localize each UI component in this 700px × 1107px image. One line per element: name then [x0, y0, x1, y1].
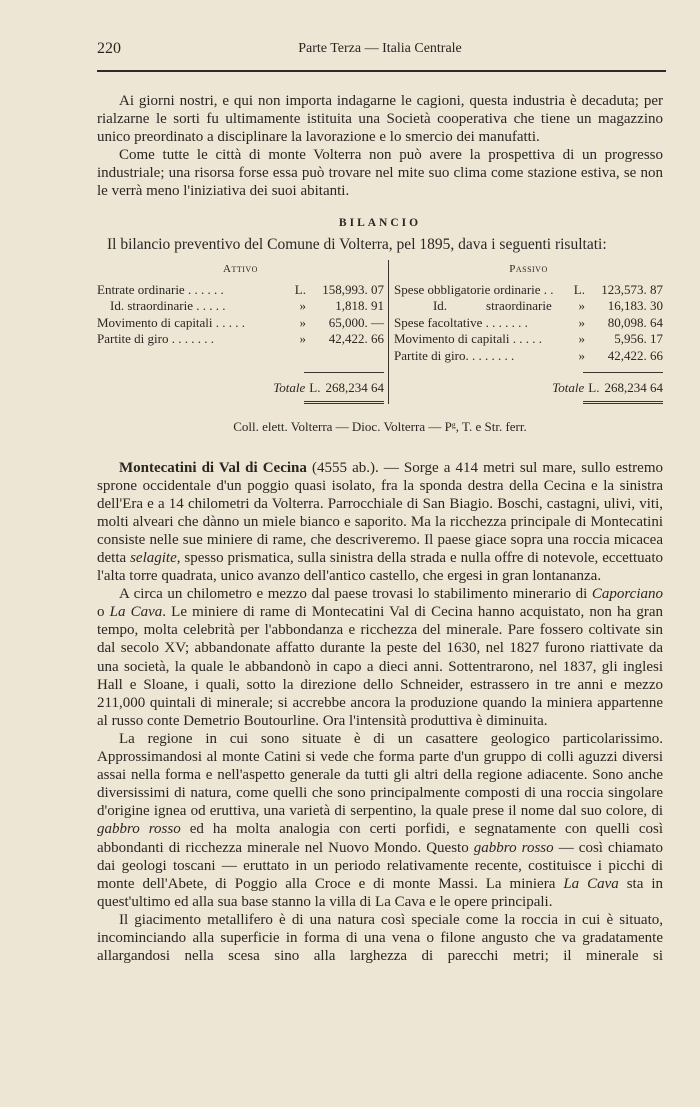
paragraph: Come tutte le città di monte Volterra non può avere la prospettiva di un progresso industriale; una risorsa forse essa può trovare nel mite suo clima come stazione estiva, se non le verrà meno l'iniziativa dei suoi abitanti. — [97, 147, 663, 200]
table-row — [394, 315, 663, 332]
table-row — [394, 348, 663, 365]
text: A circa un chilometro e mezzo dal paese trovasi lo stabilimento minerario di — [119, 586, 592, 603]
text: — così chiamato dai geologi toscani — eruttato in un periodo relativamente recente, costituisce i picchi di monte dell'Abete, di Poggio alla Croce e di monte Massi. La miniera — [97, 839, 664, 892]
row-currency: » — [578, 314, 585, 330]
total-rule — [304, 372, 384, 373]
row-label: Partite di giro. . . . . . . . — [393, 347, 515, 363]
total-currency: L. — [309, 380, 321, 396]
entry-title: Montecatini di Val di Cecina — [119, 459, 307, 476]
page-body — [97, 92, 663, 965]
italic-term: selagite — [130, 550, 177, 566]
empty-row — [97, 348, 384, 365]
table-row — [394, 331, 663, 348]
italic-term: La Cava — [109, 604, 163, 621]
paragraph — [97, 585, 663, 730]
bilancio-intro: Il bilancio preventivo del Comune di Volterra, pel 1895, dava i seguenti risultati: — [107, 235, 607, 253]
attivo-total — [97, 379, 384, 397]
row-amount: 42,422. 66 — [607, 347, 663, 363]
text: ed ha molta analogia con certi porfidi, e segnatamente con quelli così abbondanti di ricchezza minerale nel Nuovo Mondo. Questo — [97, 821, 663, 856]
row-amount: 65,000. — — [328, 314, 384, 330]
paragraph: Ai giorni nostri, e qui non importa indagarne le cagioni, questa industria è decaduta; per rialzarne le sorti fu ultimamente istituita una Società cooperativa che tiene un magazzino unico preordinato a disciplinare la lavorazione e lo smercio dei manufatti. — [97, 93, 663, 146]
table-row — [97, 315, 384, 332]
row-amount: 80,098. 64 — [607, 314, 663, 330]
total-rule — [583, 372, 663, 373]
paragraph — [97, 730, 663, 911]
running-title: Parte Terza — Italia Centrale — [298, 41, 462, 56]
passivo-column — [389, 260, 663, 405]
italic-term: La Cava — [563, 875, 619, 892]
row-currency: » — [578, 347, 585, 363]
balance-table — [97, 260, 663, 405]
table-row — [97, 298, 384, 315]
row-amount: 1,818. 91 — [335, 298, 384, 314]
header-rule — [97, 70, 666, 72]
text: o — [97, 604, 110, 621]
passivo-heading: Passivo — [509, 262, 548, 275]
text: sta in quest'ultimo ed alla sua base stanno la villa di La Cava e le opere principali. — [97, 875, 663, 910]
total-label: Totale — [273, 380, 306, 396]
text: La regione in cui sono situate è di un casattere geologico particolarissimo. Approssimandosi al monte Catini si vede che forma parte d'un gruppo di colli aguzzi diversi assai nella forma e nell'aspetto generale da tutti gli altri della regione adiacente. Sono anche diversissimi di natura, come quelli che sono principalmente composti di una roccia singolare d'origine ignea od eruttiva, una varietà di serpentino, la quale prese il nome dal suo colore, di — [97, 730, 663, 820]
paragraph: Il giacimento metallifero è di una natura così speciale come la roccia in cui è situato, incominciando alla superficie in forma di una vena o filone angusto che va gradatamente allargandosi nella scesa sino alla larghezza di parecchi metri; il minerale si — [97, 911, 663, 965]
total-amount: 268,234 64 — [325, 380, 384, 396]
passivo-total — [394, 379, 663, 397]
page-header — [97, 40, 663, 60]
row-amount: 5,956. 17 — [614, 331, 663, 347]
row-label: Partite di giro . . . . . . . — [97, 331, 214, 347]
row-label: Id. straordinarie . . . . . — [97, 298, 226, 314]
table-row — [97, 331, 384, 348]
row-amount: 123,573. 87 — [601, 281, 663, 297]
row-currency: L. — [294, 281, 306, 297]
attivo-column — [97, 260, 389, 405]
row-currency: » — [578, 331, 585, 347]
row-amount: 158,993. 07 — [322, 281, 384, 297]
total-currency: L. — [588, 380, 600, 396]
attivo-heading: Attivo — [223, 262, 258, 275]
row-label: Movimento di capitali . . . . . — [393, 331, 543, 347]
italic-term: Caporciano — [591, 586, 663, 603]
text: (4555 ab.). — Sorge a 414 metri sul mare, sullo estremo sprone occidentale d'un poggio quasi isolato, fra la sponda destra della Cecina e la sinistra dell'Era e a 14 chilometri da Volterra. Parrocchiale di San Biagio. Boschi, castagni, ulivi, viti, molti alveari che dànno un miele bianco e saporito. Ma la ricchezza principale di Montecatini consiste nelle sue miniere di rame, che descriveremo. Il paese giace sopra una roccia micacea detta — [97, 459, 663, 566]
total-label: Totale — [552, 380, 585, 396]
row-currency: » — [578, 298, 585, 314]
row-label: Entrate ordinarie . . . . . . — [97, 281, 224, 297]
page-number: 220 — [97, 40, 121, 57]
row-currency: L. — [573, 281, 585, 297]
row-label: Spese obbligatorie ordinarie . . — [393, 281, 554, 297]
row-currency: » — [299, 314, 306, 330]
row-label: Spese facoltative . . . . . . . — [393, 314, 528, 330]
row-currency: » — [299, 298, 306, 314]
row-amount: 42,422. 66 — [328, 331, 384, 347]
table-row — [394, 282, 663, 299]
double-rule — [583, 401, 663, 404]
table-row — [394, 298, 663, 315]
paragraph — [97, 459, 663, 586]
table-row — [97, 282, 384, 299]
row-currency: » — [299, 331, 306, 347]
total-amount: 268,234 64 — [604, 380, 663, 396]
row-label: Movimento di capitali . . . . . — [97, 314, 246, 330]
row-label: Id. straordinarie — [393, 298, 552, 314]
text: , spesso prismatica, sulla sinistra della strada e nulla offre di notevole, eccettuato l'alta torre quadrata, unico avanzo dell'antico castello, che ergesi in gran lontananza. — [97, 550, 663, 585]
collegi-note: Coll. elett. Volterra — Dioc. Volterra — Pᵍ, T. e Str. ferr. — [233, 419, 527, 435]
double-rule — [304, 401, 384, 404]
row-amount: 16,183. 30 — [607, 298, 663, 314]
text: . Le miniere di rame di Montecatini Val di Cecina hanno acquistato, non ha gran tempo, molta celebrità per l'abbondanza e ricchezza del minerale. Pare fossero coltivate sin dal secolo XV; abbandonate affatto durante la peste del 1630, nel 1827 furono riattivate da una società, la quale le abbandonò in capo a dieci anni. Sottentrarono, nel 1837, gli inglesi Hall e Sloane, i quali, sotto la direzione dello Schneider, estrassero in tre anni e mezzo 211,000 quintali di minerale; si accrebbe ancora la produzione quando la miniera appartenne al russo conte Demetrio Boutourline. Ora l'intensità produttiva è diminuita. — [97, 604, 663, 729]
italic-term: gabbro rosso — [473, 839, 554, 856]
section-title: BILANCIO — [338, 216, 422, 229]
italic-term: gabbro rosso — [97, 821, 181, 838]
